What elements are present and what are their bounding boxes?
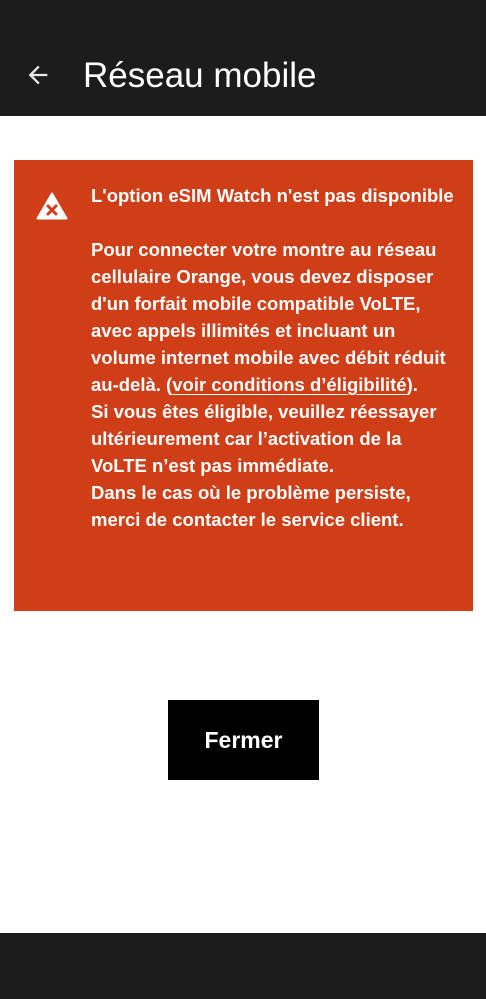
alert-contact-text: Dans le cas où le problème persiste, merci de contacter le service client. bbox=[91, 482, 411, 530]
alert-body-text: Pour connecter votre montre au réseau cellulaire Orange, vous devez disposer d'un forfait mobile compatible VoLTE, avec appels illimités et incluant un volume internet mobile avec débit réduit au-delà. ( bbox=[91, 239, 446, 395]
system-navigation-bar bbox=[0, 933, 486, 999]
back-button[interactable] bbox=[18, 55, 58, 95]
app-bar bbox=[0, 0, 486, 116]
warning-cross-icon bbox=[36, 192, 68, 220]
alert-body bbox=[91, 236, 461, 398]
alert-message bbox=[91, 182, 461, 533]
arrow-left-icon bbox=[24, 61, 52, 89]
close-button[interactable]: Fermer bbox=[168, 700, 319, 780]
alert-retry-text: Si vous êtes éligible, veuillez réessayer ultérieurement car l’activation de la VoLTE n’est pas immédiate. bbox=[91, 401, 437, 476]
eligibility-conditions-link[interactable]: voir conditions d’éligibilité bbox=[172, 374, 407, 395]
error-banner bbox=[14, 160, 473, 611]
alert-title: L'option eSIM Watch n'est pas disponible bbox=[91, 185, 454, 206]
page-title: Réseau mobile bbox=[83, 56, 317, 95]
alert-body-suffix: ). bbox=[406, 374, 418, 395]
